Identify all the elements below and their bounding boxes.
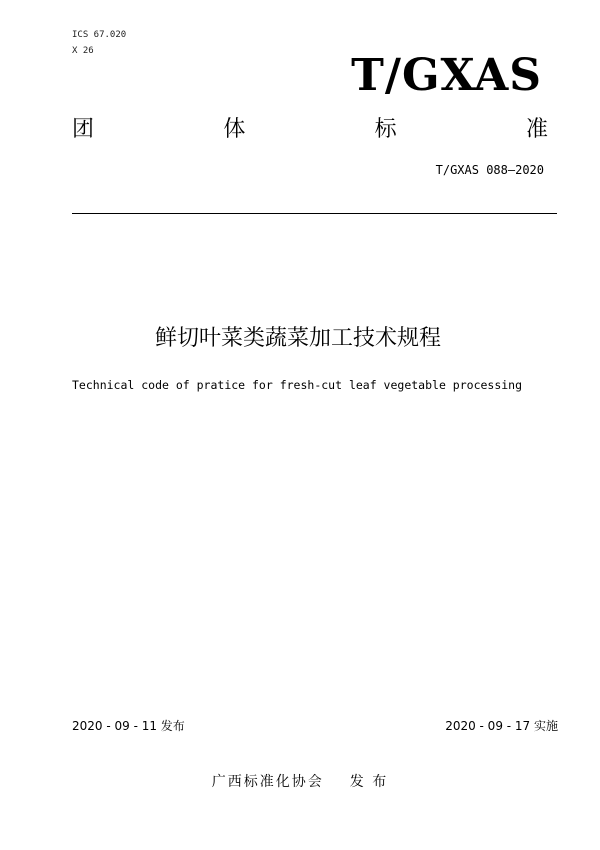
document-title-english: Technical code of pratice for fresh-cut leaf vegetable processing: [72, 378, 523, 392]
issue-action: 发 布: [349, 774, 389, 790]
ics-code: ICS 67.020: [72, 30, 127, 40]
document-number: T/GXAS 088—2020: [435, 163, 544, 177]
issuer-name: 广西标准化协会: [211, 774, 324, 790]
issue-date: 2020 - 09 - 11 发布: [72, 719, 185, 733]
title-cn-text: 鲜切叶菜类蔬菜加工技术规程: [154, 326, 441, 351]
document-type: [72, 116, 548, 144]
standard-brand-logo: T/GXAS: [351, 50, 542, 101]
ccs-code: X 26: [72, 46, 94, 56]
doc-type-char: 体: [223, 117, 246, 142]
document-title-chinese: [0, 324, 600, 354]
header-divider: [72, 213, 557, 214]
issuing-organization: [0, 772, 600, 792]
doc-type-char: 标: [374, 117, 397, 142]
doc-type-char: 团: [72, 117, 95, 142]
doc-type-char: 准: [525, 117, 548, 142]
implementation-date: 2020 - 09 - 17 实施: [445, 719, 558, 733]
